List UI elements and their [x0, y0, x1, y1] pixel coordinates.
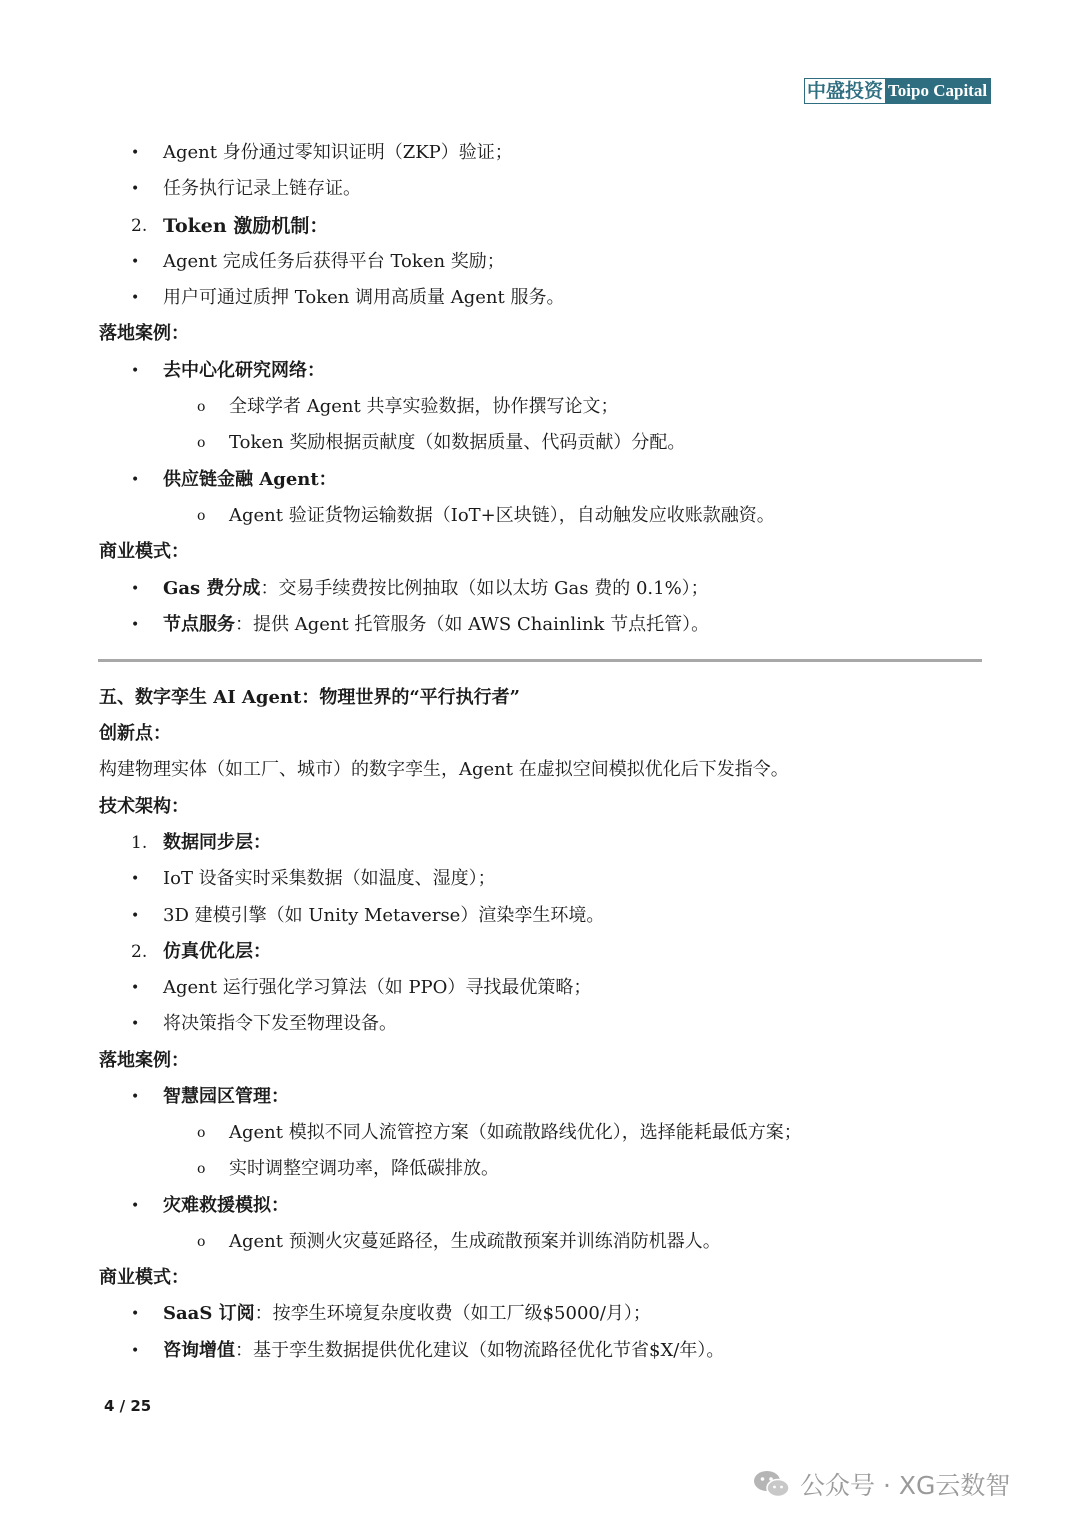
section-label: 落地案例：: [99, 1050, 189, 1071]
section-label: 商业模式：: [99, 1267, 189, 1288]
bullet-icon: •: [131, 871, 140, 887]
numbered-heading: 仿真优化层：: [163, 941, 271, 962]
bullet-icon: •: [131, 363, 140, 379]
bullet-icon: •: [131, 1016, 140, 1032]
bullet-text: 任务执行记录上链存证。: [163, 178, 361, 199]
bullet-lead: 节点服务: [163, 614, 235, 635]
logo-english: Toipo Capital: [885, 79, 990, 103]
sub-bullet-icon: o: [197, 435, 206, 451]
page-number: 4 / 25: [104, 1397, 152, 1415]
bullet-icon: •: [131, 290, 140, 306]
bullet-lead: Gas 费分成: [163, 578, 261, 599]
bullet-icon: •: [131, 908, 140, 924]
sub-bullet-text: Agent 预测火灾蔓延路径，生成疏散预案并训练消防机器人。: [229, 1231, 721, 1252]
sub-bullet-icon: o: [197, 1234, 206, 1250]
numbered-heading: 数据同步层：: [163, 832, 271, 853]
sub-bullet-text: Agent 模拟不同人流管控方案（如疏散路线优化），选择能耗最低方案；: [229, 1122, 802, 1143]
section-divider: [98, 659, 982, 662]
sub-bullet-text: Token 奖励根据贡献度（如数据质量、代码贡献）分配。: [229, 432, 686, 453]
bullet-icon: •: [131, 254, 140, 270]
bullet-text: Agent 完成任务后获得平台 Token 奖励；: [163, 251, 505, 272]
bullet-lead: SaaS 订阅: [163, 1303, 255, 1324]
sub-bullet-icon: o: [197, 399, 206, 415]
bullet-rest: ：基于孪生数据提供优化建议（如物流路径优化节省$X/年）。: [235, 1340, 725, 1361]
section-title: 五、数字孪生 AI Agent：物理世界的“平行执行者”: [99, 687, 521, 708]
section-label: 落地案例：: [99, 323, 189, 344]
bullet-text: [163, 612, 709, 638]
bullet-heading: 灾难救援模拟：: [163, 1195, 289, 1216]
bullet-heading: 供应链金融 Agent：: [163, 469, 337, 490]
sub-bullet-icon: o: [197, 1161, 206, 1177]
bullet-icon: •: [131, 1089, 140, 1105]
bullet-icon: •: [131, 1343, 140, 1359]
list-number: 2.: [131, 216, 148, 236]
bullet-text: [163, 1338, 724, 1364]
list-number: 2.: [131, 942, 148, 962]
bullet-heading: 智慧园区管理：: [163, 1086, 289, 1107]
sub-bullet-icon: o: [197, 1125, 206, 1141]
bullet-icon: •: [131, 1198, 140, 1214]
bullet-text: [163, 576, 709, 602]
bullet-icon: •: [131, 581, 140, 597]
company-logo: [804, 78, 991, 104]
bullet-icon: •: [131, 145, 140, 161]
bullet-icon: •: [131, 181, 140, 197]
wechat-icon: [752, 1468, 792, 1500]
sub-bullet-icon: o: [197, 508, 206, 524]
watermark-text: 公众号 · XG云数智: [800, 1471, 1011, 1500]
sub-bullet-text: 全球学者 Agent 共享实验数据，协作撰写论文；: [229, 396, 619, 417]
bullet-text: Agent 运行强化学习算法（如 PPO）寻找最优策略；: [163, 977, 592, 998]
section-label: 创新点：: [99, 723, 171, 744]
bullet-text: Agent 身份通过零知识证明（ZKP）验证；: [163, 142, 513, 163]
watermark: [752, 1466, 1010, 1502]
bullet-icon: •: [131, 617, 140, 633]
paragraph: 构建物理实体（如工厂、城市）的数字孪生，Agent 在虚拟空间模拟优化后下发指令。: [99, 759, 789, 780]
bullet-icon: •: [131, 980, 140, 996]
bullet-text: 用户可通过质押 Token 调用高质量 Agent 服务。: [163, 287, 565, 308]
bullet-heading: 去中心化研究网络：: [163, 360, 325, 381]
bullet-lead: 咨询增值: [163, 1340, 235, 1361]
list-number: 1.: [131, 833, 148, 853]
bullet-text: [163, 1301, 651, 1327]
sub-bullet-text: 实时调整空调功率，降低碳排放。: [229, 1158, 499, 1179]
sub-bullet-text: Agent 验证货物运输数据（IoT+区块链），自动触发应收账款融资。: [229, 505, 775, 526]
bullet-text: IoT 设备实时采集数据（如温度、湿度）；: [163, 868, 496, 889]
section-label: 商业模式：: [99, 541, 189, 562]
section-label: 技术架构：: [99, 796, 189, 817]
bullet-rest: ：提供 Agent 托管服务（如 AWS Chainlink 节点托管）。: [235, 614, 710, 635]
bullet-icon: •: [131, 472, 140, 488]
bullet-rest: ：交易手续费按比例抽取（如以太坊 Gas 费的 0.1%）；: [260, 578, 709, 599]
bullet-text: 将决策指令下发至物理设备。: [163, 1013, 397, 1034]
bullet-icon: •: [131, 1306, 140, 1322]
logo-chinese: 中盛投资: [807, 80, 884, 102]
bullet-text: 3D 建模引擎（如 Unity Metaverse）渲染孪生环境。: [163, 905, 605, 926]
bullet-rest: ：按孪生环境复杂度收费（如工厂级$5000/月）；: [254, 1303, 651, 1324]
numbered-heading: Token 激励机制：: [163, 215, 329, 237]
